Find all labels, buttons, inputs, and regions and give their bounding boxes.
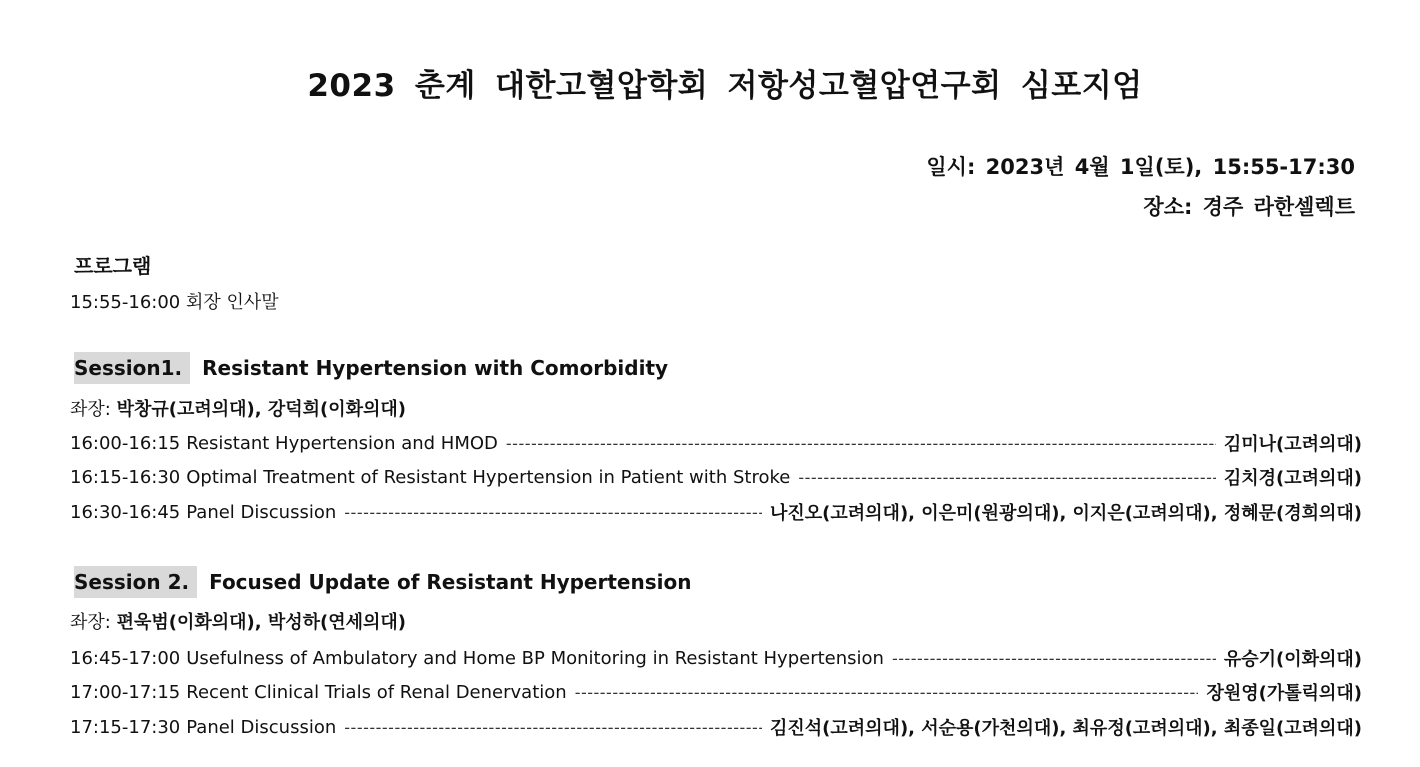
talk-time: 16:45-17:00 — [70, 647, 181, 669]
session-1-header — [74, 352, 668, 384]
leader-dashes — [575, 683, 1199, 702]
talk-topic: Optimal Treatment of Resistant Hypertension in Patient with Stroke — [186, 466, 791, 488]
session-1-tag: Session1. — [74, 352, 190, 384]
leader-dashes — [892, 649, 1216, 668]
chairs-label: 좌장: — [70, 612, 111, 633]
program-row — [70, 464, 1362, 490]
opening-remarks: 15:55-16:00 회장 인사말 — [70, 292, 279, 313]
session-2-title: Focused Update of Resistant Hypertension — [209, 570, 692, 594]
talk-time: 16:30-16:45 — [70, 501, 181, 523]
program-heading: 프로그램 — [74, 254, 152, 278]
talk-time: 17:00-17:15 — [70, 681, 181, 703]
session-2-header — [74, 566, 691, 598]
chairs-names: 편욱범(이화의대), 박성하(연세의대) — [116, 612, 407, 633]
session-1-title: Resistant Hypertension with Comorbidity — [202, 356, 669, 380]
talk-speaker: 나진오(고려의대), 이은미(원광의대), 이지은(고려의대), 정혜문(경희의대) — [770, 503, 1362, 524]
document-title: 2023 춘계 대한고혈압학회 저항성고혈압연구회 심포지엄 — [307, 68, 1143, 104]
talk-speaker: 장원영(가톨릭의대) — [1206, 683, 1362, 704]
leader-dashes — [798, 468, 1216, 487]
leader-dashes — [344, 718, 762, 737]
talk-topic: Panel Discussion — [186, 501, 337, 523]
leader-dashes — [506, 434, 1216, 453]
chairs-names: 박창규(고려의대), 강덕희(이화의대) — [116, 399, 407, 420]
program-row — [70, 430, 1362, 456]
talk-speaker: 김미나(고려의대) — [1223, 434, 1362, 455]
talk-time: 16:00-16:15 — [70, 432, 181, 454]
talk-time: 17:15-17:30 — [70, 716, 181, 738]
talk-speaker: 김진석(고려의대), 서순용(가천의대), 최유정(고려의대), 최종일(고려의대) — [770, 718, 1362, 739]
program-row — [70, 499, 1362, 525]
program-row — [70, 645, 1362, 671]
talk-time: 16:15-16:30 — [70, 466, 181, 488]
session-1-chairs — [70, 395, 406, 421]
talk-speaker: 유승기(이화의대) — [1223, 649, 1362, 670]
program-row — [70, 714, 1362, 740]
chairs-label: 좌장: — [70, 399, 111, 420]
program-row — [70, 679, 1362, 705]
session-2-chairs — [70, 608, 406, 634]
event-date: 일시: 2023년 4월 1일(토), 15:55-17:30 — [926, 155, 1355, 179]
talk-topic: Panel Discussion — [186, 716, 337, 738]
talk-topic: Resistant Hypertension and HMOD — [186, 432, 498, 454]
session-2-tag: Session 2. — [74, 566, 197, 598]
talk-topic: Usefulness of Ambulatory and Home BP Monitoring in Resistant Hypertension — [186, 647, 884, 669]
talk-topic: Recent Clinical Trials of Renal Denervation — [186, 681, 567, 703]
event-venue: 장소: 경주 라한셀렉트 — [1143, 195, 1355, 219]
talk-speaker: 김치경(고려의대) — [1223, 468, 1362, 489]
leader-dashes — [344, 503, 762, 522]
